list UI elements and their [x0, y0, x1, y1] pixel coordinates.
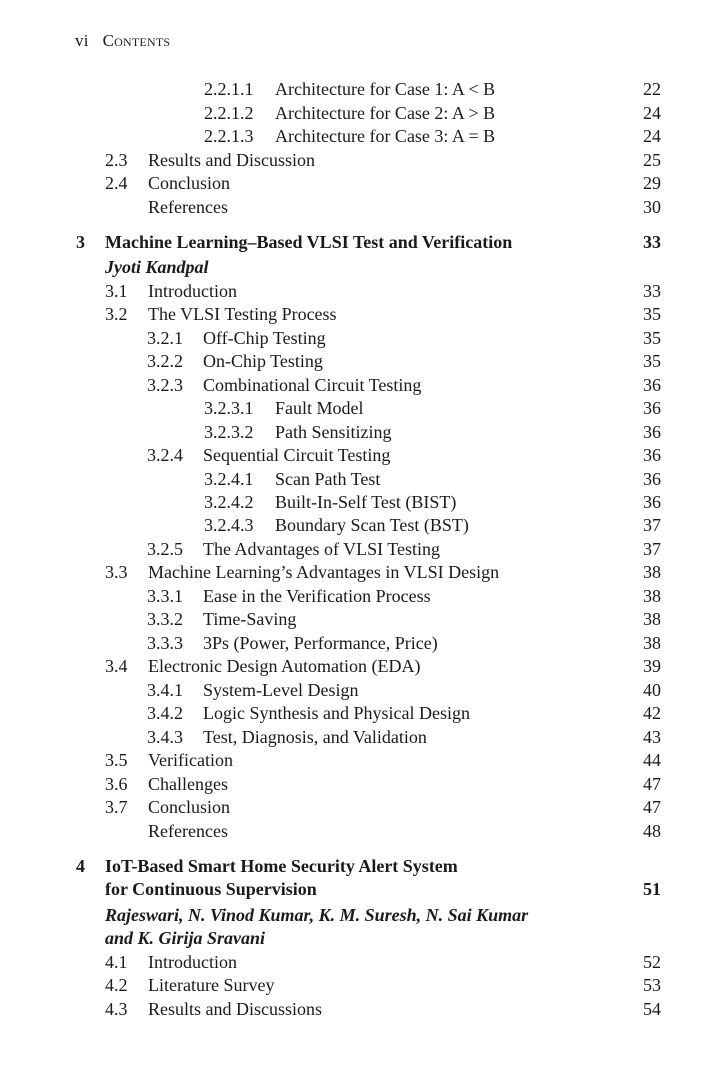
toc-entry-number: 3.2.4.3	[204, 515, 254, 535]
toc-entry-number: 2.2.1.2	[204, 103, 254, 123]
toc-entry-title: Architecture for Case 1: A < B	[275, 79, 496, 99]
toc-entry-number: 3.3.1	[147, 586, 183, 606]
toc-entry-number: 4.1	[105, 952, 128, 972]
toc-entry-title: Results and Discussions	[148, 999, 323, 1019]
toc-entry-number: 3.4.2	[147, 703, 183, 723]
toc-entry-number: 4	[76, 856, 85, 876]
toc-entry-number: 3.1	[105, 281, 128, 301]
toc-entry-title: References	[148, 197, 228, 217]
toc-entry-number: 2.3	[105, 150, 128, 170]
toc-entry[interactable]	[0, 490, 722, 514]
toc-entry-page: 35	[643, 304, 661, 324]
toc-entry-page: 30	[643, 197, 661, 217]
toc-entry[interactable]	[0, 302, 722, 326]
toc-entry[interactable]	[0, 230, 722, 254]
toc-entry-number: 3.2.3	[147, 375, 183, 395]
header-title: Contents	[102, 31, 171, 50]
toc-entry[interactable]	[0, 255, 722, 279]
toc-entry-number: 3.2.1	[147, 328, 183, 348]
toc-entry[interactable]	[0, 631, 722, 655]
toc-entry-title: Architecture for Case 3: A = B	[275, 126, 496, 146]
toc-entry-title: Test, Diagnosis, and Validation	[203, 727, 427, 747]
toc-entry[interactable]	[0, 349, 722, 373]
toc-entry-page: 42	[643, 703, 661, 723]
toc-entry-page: 48	[643, 821, 661, 841]
toc-entry-page: 36	[643, 375, 661, 395]
toc-entry[interactable]	[0, 101, 722, 125]
toc-entry[interactable]	[0, 396, 722, 420]
toc-entry-page: 25	[643, 150, 661, 170]
toc-entry[interactable]	[0, 373, 722, 397]
toc-entry[interactable]	[0, 877, 722, 901]
toc-entry-number: 3.2.3.2	[204, 422, 254, 442]
toc-entry-title: Results and Discussion	[148, 150, 316, 170]
toc-entry-number: 3.2.4.1	[204, 469, 254, 489]
toc-entry-title: 3Ps (Power, Performance, Price)	[203, 633, 438, 653]
toc-entry-number: 3.2	[105, 304, 128, 324]
toc-entry[interactable]	[0, 171, 722, 195]
toc-entry-title: for Continuous Supervision	[105, 879, 317, 899]
toc-entry-title: Path Sensitizing	[275, 422, 392, 442]
toc-entry-page: 44	[643, 750, 661, 770]
toc-entry[interactable]	[0, 854, 722, 878]
toc-entry-page: 37	[643, 515, 661, 535]
toc-entry[interactable]	[0, 748, 722, 772]
toc-entry-number: 3.2.5	[147, 539, 183, 559]
toc-entry-title: System-Level Design	[203, 680, 359, 700]
toc-entry-number: 3.3.3	[147, 633, 183, 653]
toc-entry-number: 3.3.2	[147, 609, 183, 629]
toc-entry-number: 3.5	[105, 750, 128, 770]
toc-entry[interactable]	[0, 195, 722, 219]
toc-entry-page: 37	[643, 539, 661, 559]
toc-entry[interactable]	[0, 279, 722, 303]
toc-entry-title: Combinational Circuit Testing	[203, 375, 422, 395]
toc-entry-page: 38	[643, 586, 661, 606]
toc-entry-page: 36	[643, 422, 661, 442]
toc-entry-page: 33	[643, 232, 661, 252]
toc-entry-title: Conclusion	[148, 797, 231, 817]
toc-entry-title: Fault Model	[275, 398, 364, 418]
toc-entry-title: Electronic Design Automation (EDA)	[148, 656, 421, 676]
toc-entry-title: Scan Path Test	[275, 469, 381, 489]
toc-entry[interactable]	[0, 654, 722, 678]
toc-entry[interactable]	[0, 420, 722, 444]
toc-entry[interactable]	[0, 77, 722, 101]
toc-entry-number: 3.7	[105, 797, 128, 817]
toc-entry-title: Literature Survey	[148, 975, 275, 995]
toc-entry[interactable]	[0, 795, 722, 819]
toc-entry-page: 29	[643, 173, 661, 193]
toc-entry-page: 38	[643, 609, 661, 629]
toc-entry-page: 47	[643, 797, 661, 817]
toc-entry-title: References	[148, 821, 228, 841]
toc-entry-title: The Advantages of VLSI Testing	[203, 539, 441, 559]
toc-entry-title: Conclusion	[148, 173, 231, 193]
toc-entry-page: 33	[643, 281, 661, 301]
toc-entry[interactable]	[0, 950, 722, 974]
toc-entry-title: IoT-Based Smart Home Security Alert System	[105, 856, 458, 876]
toc-entry-title: Architecture for Case 2: A > B	[275, 103, 496, 123]
toc-entry-number: 3.4.1	[147, 680, 183, 700]
toc-entry-page: 22	[643, 79, 661, 99]
toc-entry-title: Ease in the Verification Process	[203, 586, 431, 606]
toc-entry-title: Machine Learning’s Advantages in VLSI Design	[148, 562, 500, 582]
toc-entry-number: 3.4.3	[147, 727, 183, 747]
toc-entry[interactable]	[0, 124, 722, 148]
toc-entry-number: 4.2	[105, 975, 128, 995]
toc-entry[interactable]	[0, 678, 722, 702]
toc-entry-page: 35	[643, 351, 661, 371]
toc-entry[interactable]	[0, 584, 722, 608]
toc-entry-title: Machine Learning–Based VLSI Test and Verification	[105, 232, 513, 252]
toc-entry[interactable]	[0, 903, 722, 927]
toc-entry[interactable]	[0, 772, 722, 796]
toc-entry-page: 54	[643, 999, 661, 1019]
toc-entry-number: 4.3	[105, 999, 128, 1019]
toc-entry[interactable]	[0, 973, 722, 997]
toc-entry-page: 36	[643, 492, 661, 512]
toc-entry-title: Boundary Scan Test (BST)	[275, 515, 469, 535]
toc-entry-page: 36	[643, 469, 661, 489]
toc-entry[interactable]	[0, 725, 722, 749]
header-page-number: vi	[75, 31, 89, 50]
toc-entry-number: 3.2.3.1	[204, 398, 254, 418]
toc-entry-number: 3.4	[105, 656, 128, 676]
toc-entry-page: 35	[643, 328, 661, 348]
toc-entry-authors: Rajeswari, N. Vinod Kumar, K. M. Suresh, N. Sai Kumar	[105, 905, 529, 925]
toc-entry-page: 39	[643, 656, 661, 676]
toc-entry-title: Off-Chip Testing	[203, 328, 326, 348]
toc-entry[interactable]	[0, 701, 722, 725]
toc-entry-number: 3.2.4.2	[204, 492, 254, 512]
toc-entry-title: Logic Synthesis and Physical Design	[203, 703, 470, 723]
toc-entry-number: 2.2.1.1	[204, 79, 254, 99]
toc-entry-page: 40	[643, 680, 661, 700]
toc-entry-number: 3.2.4	[147, 445, 183, 465]
toc-entry-title: Verification	[148, 750, 233, 770]
toc-entry-number: 3.3	[105, 562, 128, 582]
toc-entry[interactable]	[0, 997, 722, 1021]
toc-entry[interactable]	[0, 513, 722, 537]
toc-entry-title: Sequential Circuit Testing	[203, 445, 391, 465]
toc-entry[interactable]	[0, 560, 722, 584]
toc-entry[interactable]	[0, 148, 722, 172]
toc-entry-page: 38	[643, 633, 661, 653]
toc-entry[interactable]	[0, 467, 722, 491]
toc-entry-title: Time-Saving	[203, 609, 297, 629]
toc-entry[interactable]	[0, 607, 722, 631]
toc-entry-title: Challenges	[148, 774, 228, 794]
toc-entry[interactable]	[0, 926, 722, 950]
toc-entry-page: 38	[643, 562, 661, 582]
toc-entry-title: On-Chip Testing	[203, 351, 323, 371]
toc-entry[interactable]	[0, 819, 722, 843]
toc-entry-page: 51	[643, 879, 661, 899]
toc-entry-page: 43	[643, 727, 661, 747]
toc-entry[interactable]	[0, 326, 722, 350]
toc-entry-title: Introduction	[148, 952, 237, 972]
toc-entry-title: The VLSI Testing Process	[148, 304, 337, 324]
toc-entry-number: 3.6	[105, 774, 128, 794]
toc-entry-page: 47	[643, 774, 661, 794]
toc-entry-authors: and K. Girija Sravani	[105, 928, 266, 948]
toc-entry[interactable]	[0, 537, 722, 561]
toc-entry-number: 2.4	[105, 173, 128, 193]
toc-entry[interactable]	[0, 443, 722, 467]
toc-entry-page: 24	[643, 103, 661, 123]
toc-entry-authors: Jyoti Kandpal	[105, 257, 209, 277]
toc-entry-page: 36	[643, 445, 661, 465]
toc-entry-number: 3.2.2	[147, 351, 183, 371]
toc-entry-title: Built-In-Self Test (BIST)	[275, 492, 457, 512]
running-header	[75, 31, 170, 51]
toc-entry-title: Introduction	[148, 281, 237, 301]
toc-entry-page: 53	[643, 975, 661, 995]
toc-entry-number: 3	[76, 232, 85, 252]
toc-entry-page: 36	[643, 398, 661, 418]
toc-entry-number: 2.2.1.3	[204, 126, 254, 146]
toc-entry-page: 24	[643, 126, 661, 146]
toc-entry-page: 52	[643, 952, 661, 972]
